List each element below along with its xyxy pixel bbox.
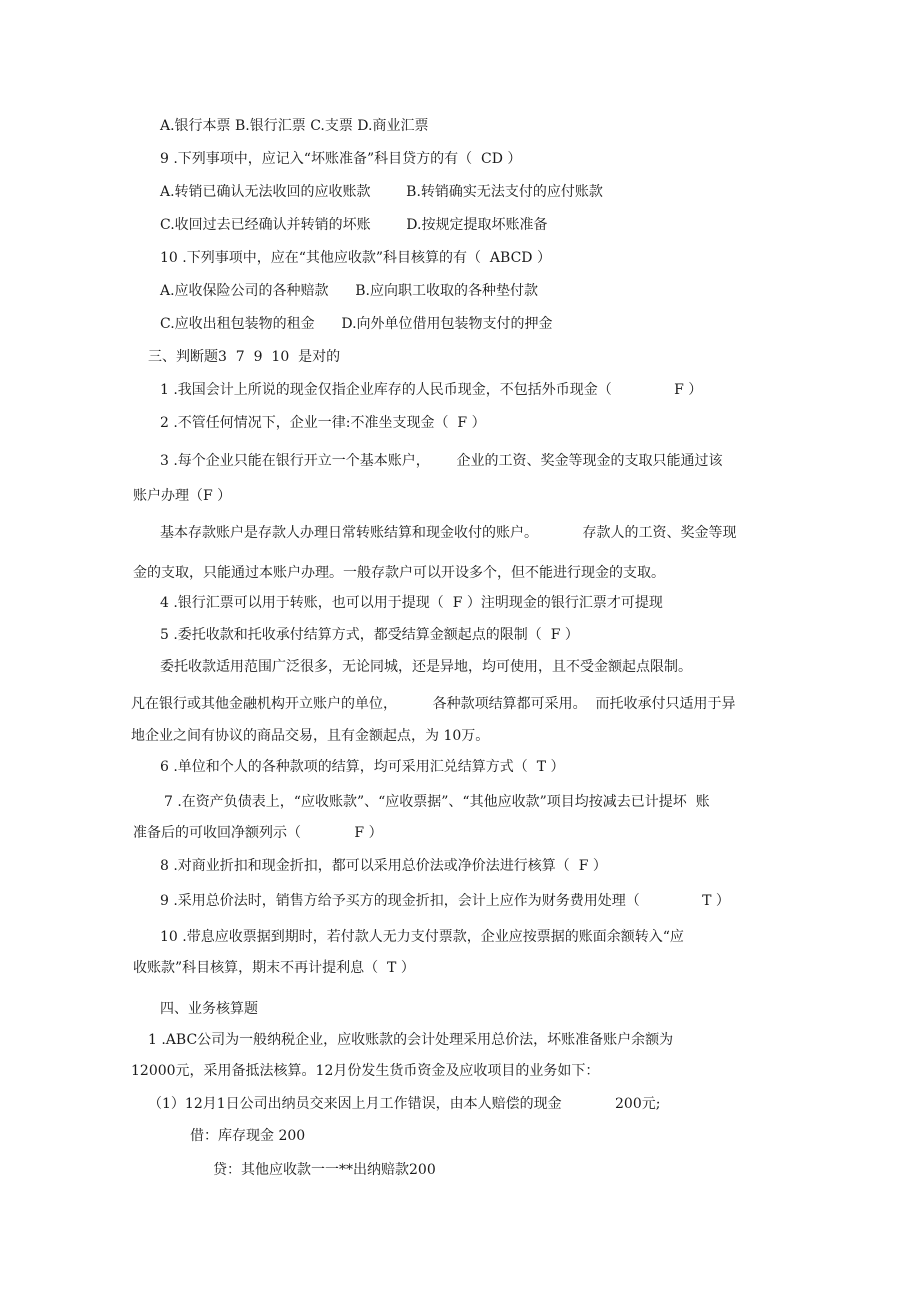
text-line: 凡在银行或其他金融机构开立账户的单位， 各种款项结算都可采用。 而托收承付只适用于异 [131,696,736,712]
text-line: 6 .单位和个人的各种款项的结算，均可采用汇兑结算方式（ T ） [160,759,565,775]
journal-entry-debit: 借：库存现金 200 [190,1128,306,1144]
text-line: 收账款”科目核算，期末不再计提利息（ T ） [133,960,415,976]
text-line: 基本存款账户是存款人办理日常转账结算和现金收付的账户。 存款人的工资、奖金等现 [160,525,737,541]
text-line: 1 .ABC公司为一般纳税企业，应收账款的会计处理采用总价法，坏账准备账户余额为 [148,1032,674,1048]
text-line: A.转销已确认无法收回的应收账款 B.转销确实无法支付的应付账款 [160,184,603,200]
text-line: 8 .对商业折扣和现金折扣，都可以采用总价法或净价法进行核算（ F ） [160,858,607,874]
text-line: 10 .下列事项中，应在“其他应收款”科目核算的有（ ABCD ） [160,250,551,266]
text-line: C.应收出租包装物的租金 D.向外单位借用包装物支付的押金 [160,316,553,332]
text-line: 9 .采用总价法时，销售方给予买方的现金折扣，会计上应作为财务费用处理（ T ） [160,893,730,909]
text-line: 5 .委托收款和托收承付结算方式，都受结算金额起点的限制（ F ） [160,627,579,643]
text-line: 2 .不管任何情况下，企业一律:不准坐支现金（ F ） [160,415,486,431]
text-line: A.应收保险公司的各种赔款 B.应向职工收取的各种垫付款 [160,283,538,299]
text-line: 10 .带息应收票据到期时，若付款人无力支付票款，企业应按票据的账面余额转入“应 [160,929,684,945]
text-line: 金的支取，只能通过本账户办理。一般存款户可以开设多个，但不能进行现金的支取。 [133,565,665,581]
text-line: 7 .在资产负债表上，“应收账款”、“应收票据”、“其他应收款”项目均按减去已计提坏 账 [164,794,710,810]
text-line: A.银行本票 B.银行汇票 C.支票 D.商业汇票 [160,118,429,134]
text-line: 9 .下列事项中，应记入“坏账准备”科目贷方的有（ CD ） [160,151,522,167]
text-line: C.收回过去已经确认并转销的坏账 D.按规定提取坏账准备 [160,217,548,233]
text-line: 地企业之间有协议的商品交易，且有金额起点，为 10万。 [131,728,490,744]
text-line: 账户办理（F ） [133,488,232,504]
text-line: 12000元，采用备抵法核算。12月份发生货币资金及应收项目的业务如下： [131,1063,600,1079]
text-line: 委托收款适用范围广泛很多，无论同城，还是异地，均可使用，且不受金额起点限制。 [160,659,692,675]
section-heading: 四、业务核算题 [160,1001,258,1017]
text-line: （1）12月1日公司出纳员交来因上月工作错误，由本人赔偿的现金 200元; [148,1096,661,1112]
journal-entry-credit: 贷：其他应收款一一**出纳赔款200 [213,1162,436,1178]
text-line: 1 .我国会计上所说的现金仅指企业库存的人民币现金，不包括外币现金（ F ） [160,382,703,398]
section-heading: 三、判断题3 7 9 10 是对的 [148,349,341,365]
text-line: 3 .每个企业只能在银行开立一个基本账户， 企业的工资、奖金等现金的支取只能通过该 [160,453,723,469]
text-line: 准备后的可收回净额列示（ F ） [133,825,383,841]
text-line: 4 .银行汇票可以用于转账，也可以用于提现（ F ）注明现金的银行汇票才可提现 [160,595,663,611]
